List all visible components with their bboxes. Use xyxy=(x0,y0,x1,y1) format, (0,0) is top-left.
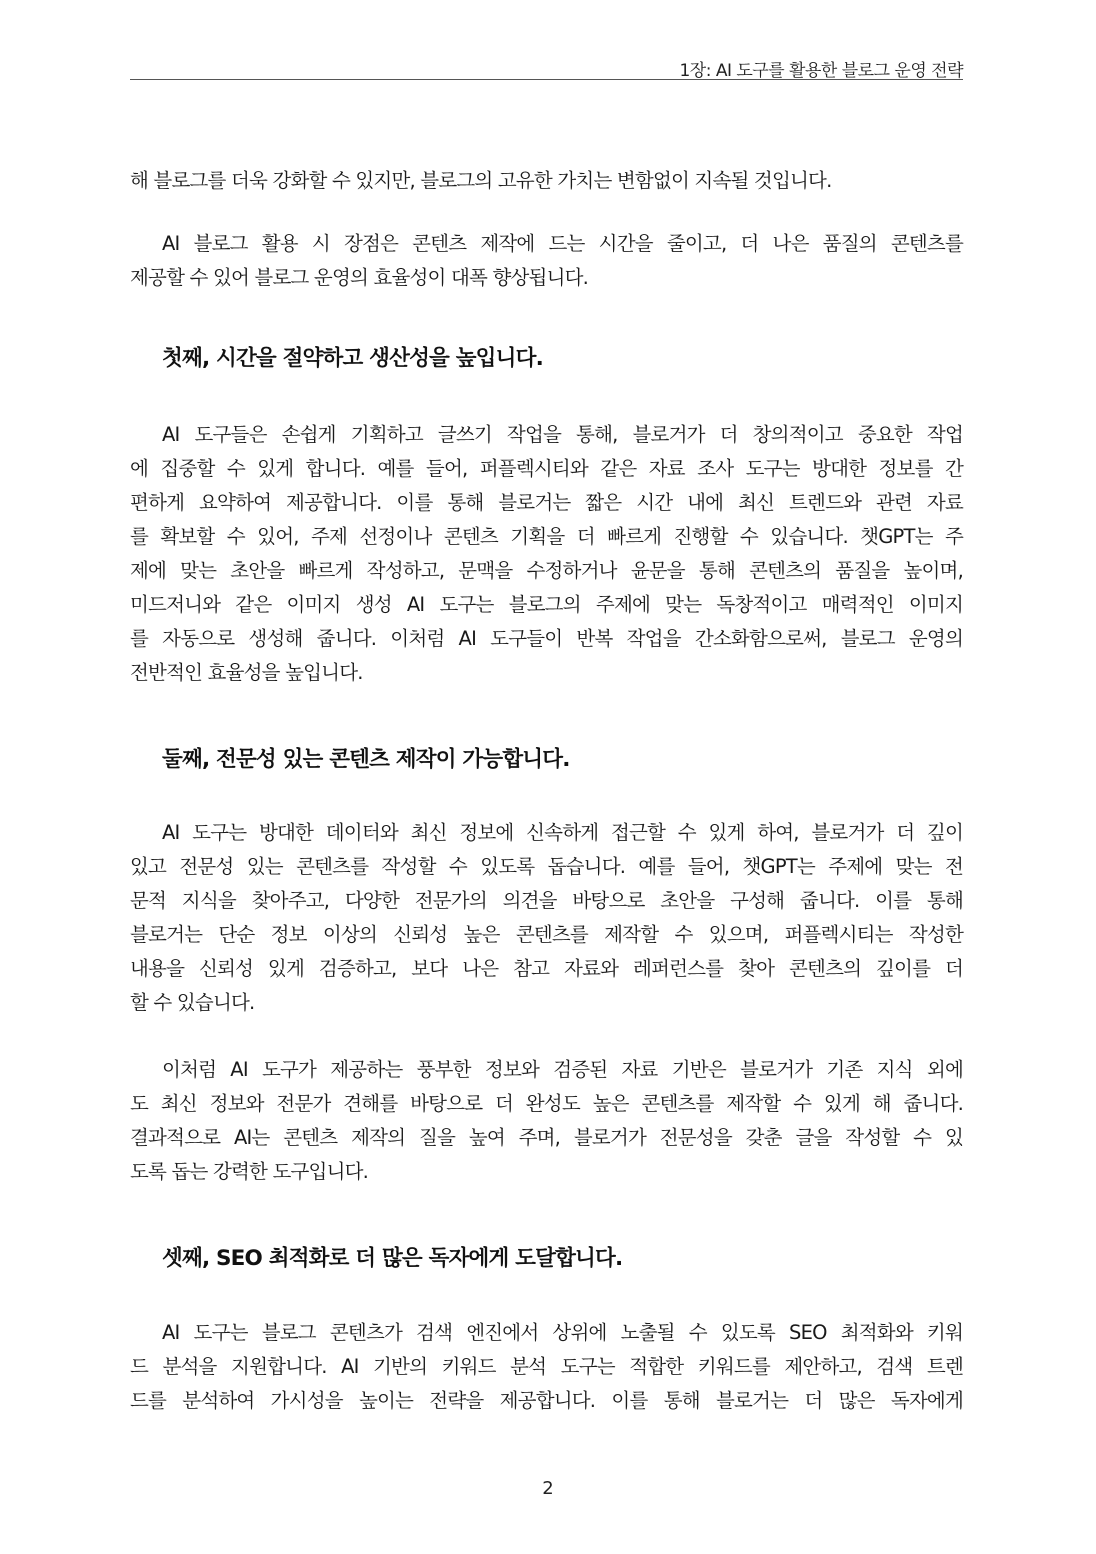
text-line: 할 수 있습니다. xyxy=(130,991,255,1014)
running-header xyxy=(130,56,963,80)
text-line: 를 확보할 수 있어, 주제 선정이나 콘텐츠 기획을 더 빠르게 진행할 수 있습니다. 챗GPT는 주 xyxy=(130,525,963,548)
text-line: AI 도구는 방대한 데이터와 최신 정보에 신속하게 접근할 수 있게 하여, 블로거가 더 깊이 xyxy=(162,821,963,844)
text-line: 제에 맞는 초안을 빠르게 작성하고, 문맥을 수정하거나 윤문을 통해 콘텐츠의 품질을 높이며, xyxy=(130,559,963,582)
text-line: 블로거는 단순 정보 이상의 신뢰성 높은 콘텐츠를 제작할 수 있으며, 퍼플렉시티는 작성한 xyxy=(130,923,963,946)
text-line: 에 집중할 수 있게 합니다. 예를 들어, 퍼플렉시티와 같은 자료 조사 도구는 방대한 정보를 간 xyxy=(130,457,963,480)
section-heading-third: 셋째, SEO 최적화로 더 많은 독자에게 도달합니다. xyxy=(162,1246,623,1271)
text-line: 드를 분석하여 가시성을 높이는 전략을 제공합니다. 이를 통해 블로거는 더 많은 독자에게 xyxy=(130,1389,963,1412)
text-line: 있고 전문성 있는 콘텐츠를 작성할 수 있도록 돕습니다. 예를 들어, 챗GPT는 주제에 맞는 전 xyxy=(130,855,963,878)
text-line: AI 블로그 활용 시 장점은 콘텐츠 제작에 드는 시간을 줄이고, 더 나은 품질의 콘텐츠를 xyxy=(162,232,963,255)
text-line: 내용을 신뢰성 있게 검증하고, 보다 나은 참고 자료와 레퍼런스를 찾아 콘텐츠의 깊이를 더 xyxy=(130,957,963,980)
text-line: 해 블로그를 더욱 강화할 수 있지만, 블로그의 고유한 가치는 변함없이 지속될 것입니다. xyxy=(130,169,832,192)
text-line: 도록 돕는 강력한 도구입니다. xyxy=(130,1160,369,1183)
text-line: 결과적으로 AI는 콘텐츠 제작의 질을 높여 주며, 블로거가 전문성을 갖춘 글을 작성할 수 있 xyxy=(130,1126,963,1149)
text-line: 편하게 요약하여 제공합니다. 이를 통해 블로거는 짧은 시간 내에 최신 트렌드와 관련 자료 xyxy=(130,491,963,514)
running-header-title: 1장: AI 도구를 활용한 블로그 운영 전략 xyxy=(679,61,963,81)
text-line: 미드저니와 같은 이미지 생성 AI 도구는 블로그의 주제에 맞는 독창적이고 매력적인 이미지 xyxy=(130,593,963,616)
text-line: 드 분석을 지원합니다. AI 기반의 키워드 분석 도구는 적합한 키워드를 제안하고, 검색 트렌 xyxy=(130,1355,963,1378)
text-line: 도 최신 정보와 전문가 견해를 바탕으로 더 완성도 높은 콘텐츠를 제작할 수 있게 해 줍니다. xyxy=(130,1092,963,1115)
text-line: 문적 지식을 찾아주고, 다양한 전문가의 의견을 바탕으로 초안을 구성해 줍니다. 이를 통해 xyxy=(130,889,963,912)
text-line: 를 자동으로 생성해 줍니다. 이처럼 AI 도구들이 반복 작업을 간소화함으로써, 블로그 운영의 xyxy=(130,627,963,650)
text-line: 전반적인 효율성을 높입니다. xyxy=(130,661,363,684)
section-heading-first: 첫째, 시간을 절약하고 생산성을 높입니다. xyxy=(162,346,543,371)
text-line: AI 도구는 블로그 콘텐츠가 검색 엔진에서 상위에 노출될 수 있도록 SEO 최적화와 키워 xyxy=(162,1321,963,1344)
text-line: AI 도구들은 손쉽게 기획하고 글쓰기 작업을 통해, 블로거가 더 창의적이고 중요한 작업 xyxy=(162,423,963,446)
section-heading-second: 둘째, 전문성 있는 콘텐츠 제작이 가능합니다. xyxy=(162,747,570,772)
text-line: 제공할 수 있어 블로그 운영의 효율성이 대폭 향상됩니다. xyxy=(130,266,589,289)
text-line: 이처럼 AI 도구가 제공하는 풍부한 정보와 검증된 자료 기반은 블로거가 기존 지식 외에 xyxy=(162,1058,963,1081)
page-number: 2 xyxy=(542,1478,554,1499)
